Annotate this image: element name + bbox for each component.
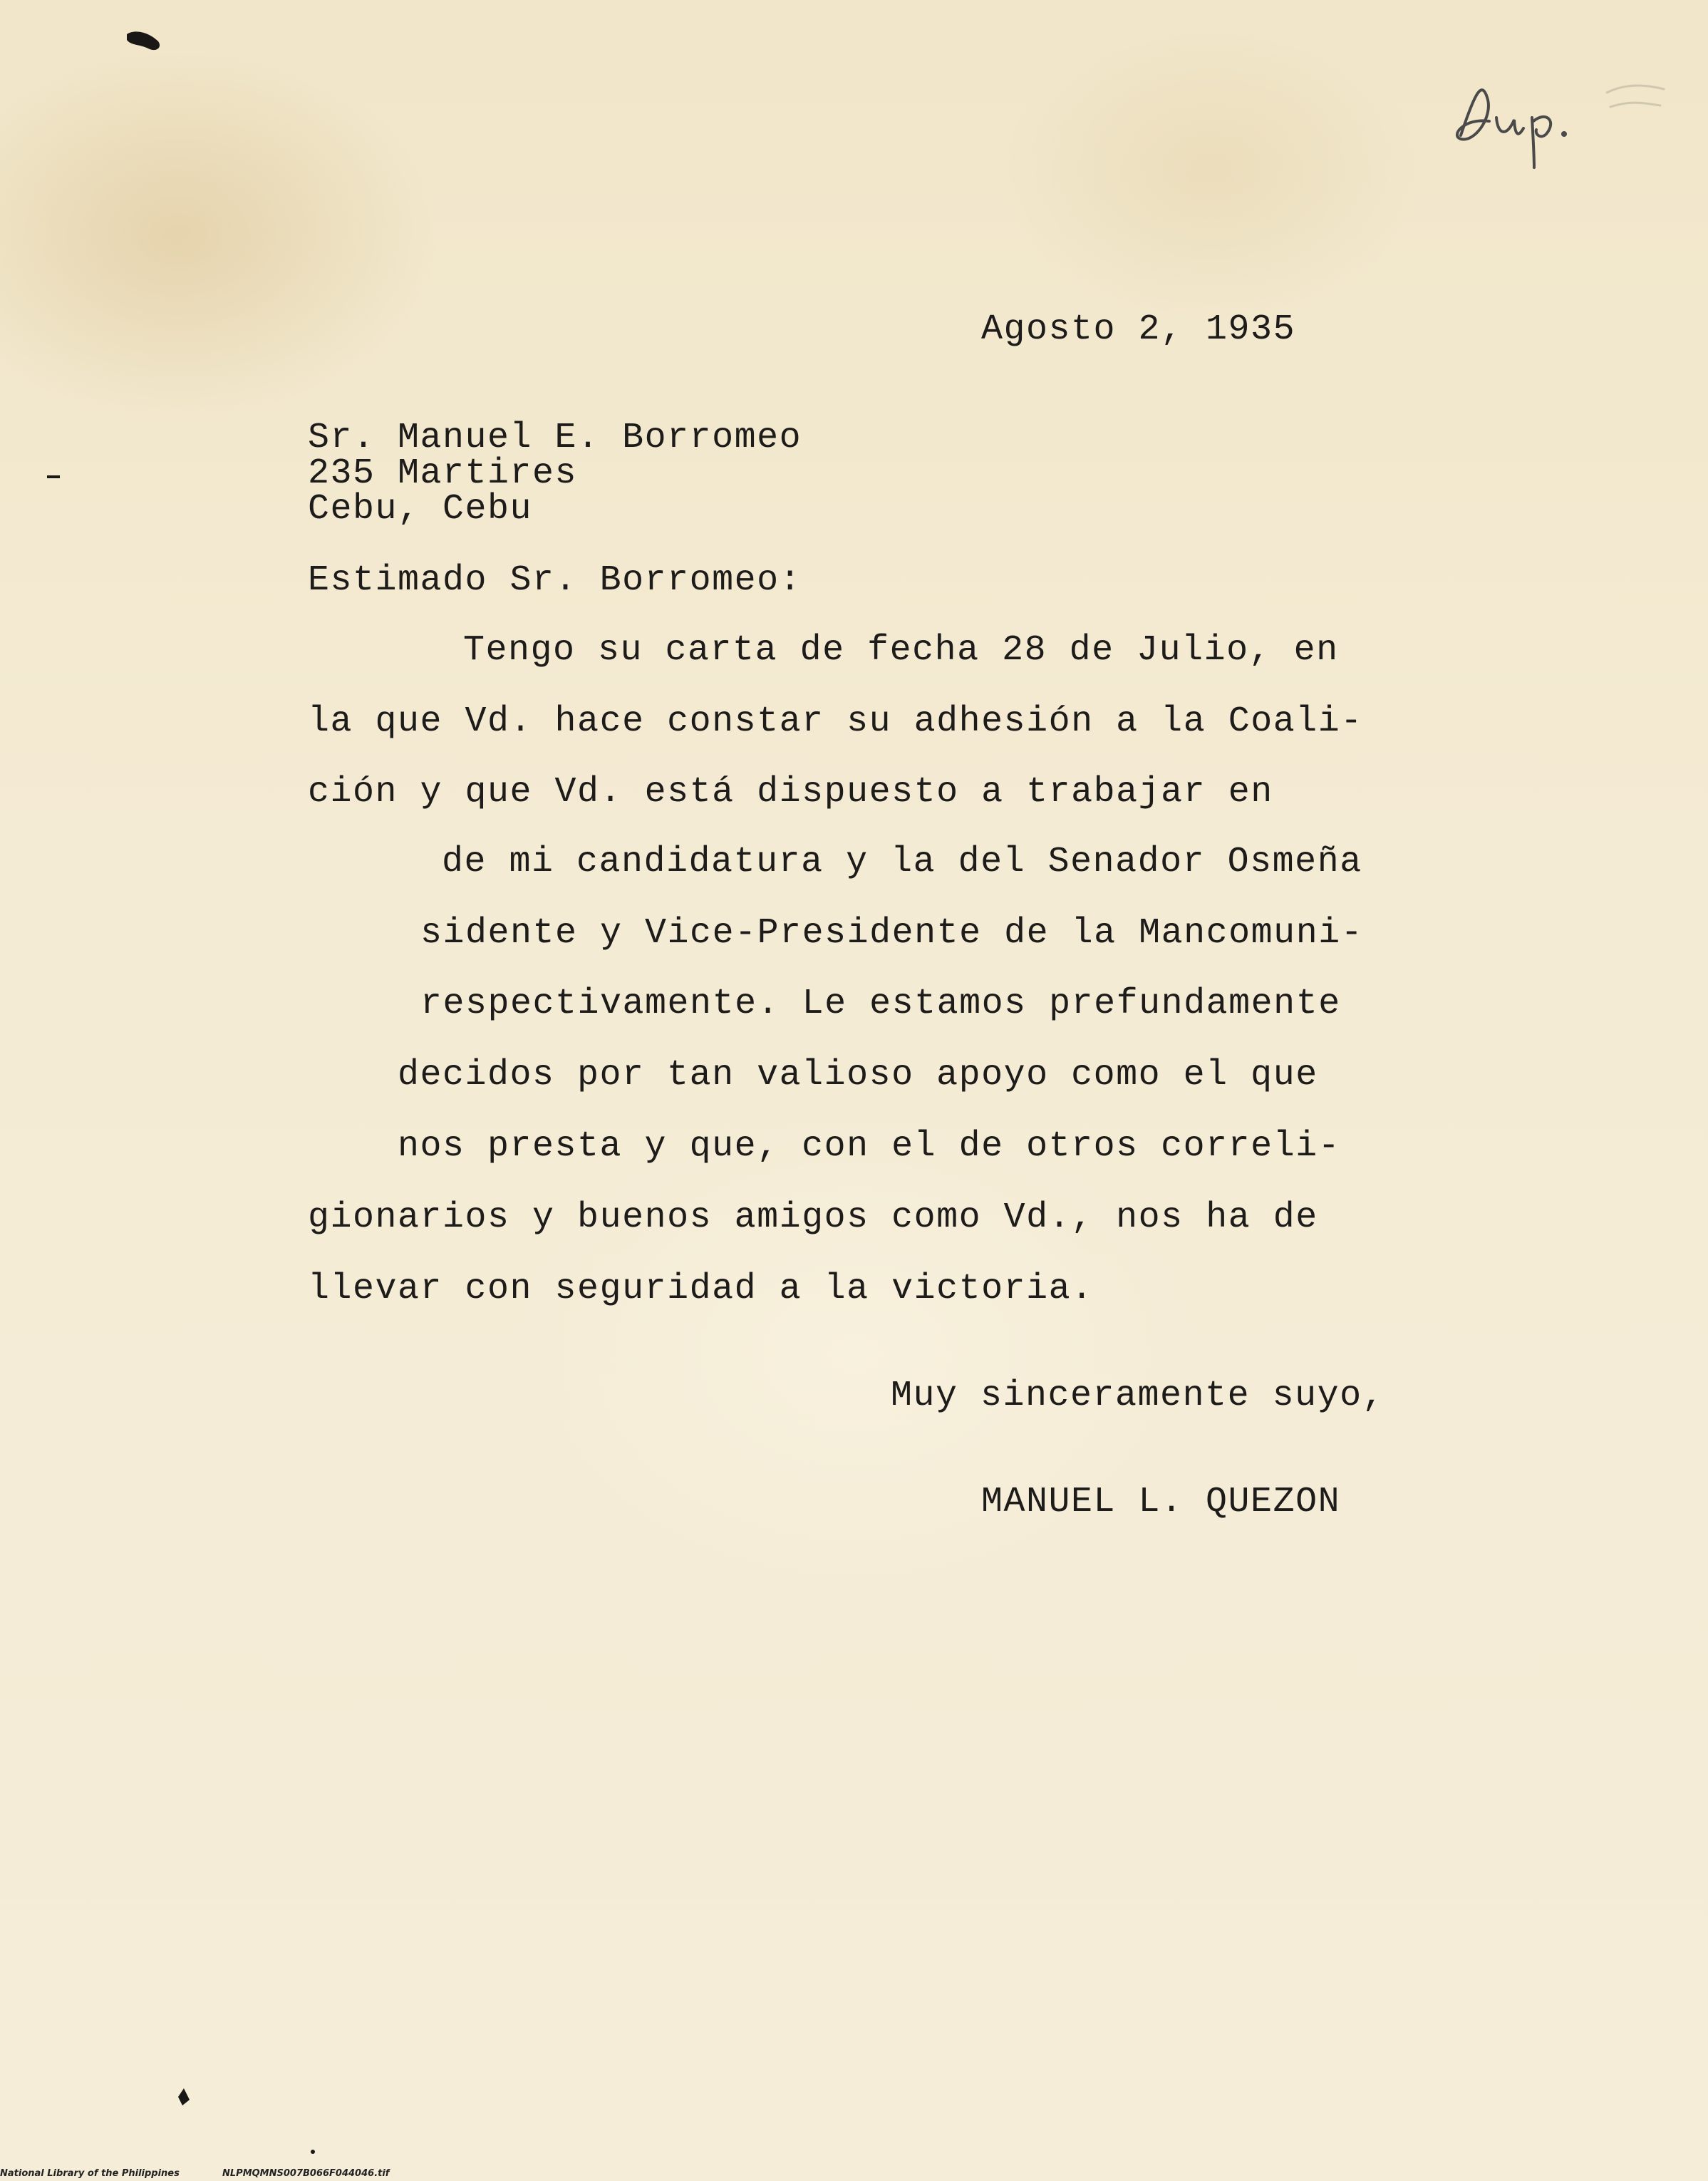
recipient-street: 235 Martires xyxy=(308,453,578,494)
body-line: sidente y Vice-Presidente de la Mancomuni- xyxy=(420,913,1364,954)
body-line: Tengo su carta de fecha 28 de Julio, en xyxy=(463,630,1339,671)
body-line: respectivamente. Le estamos prefundamente xyxy=(420,984,1341,1024)
letter-date: Agosto 2, 1935 xyxy=(981,309,1296,350)
ink-speck xyxy=(175,2087,192,2107)
body-line: de mi candidatura y la del Senador Osmeña xyxy=(442,842,1362,882)
body-line: gionarios y buenos amigos como Vd., nos ha de xyxy=(308,1197,1318,1238)
body-line: llevar con seguridad a la victoria. xyxy=(308,1269,1094,1309)
handwritten-annotation xyxy=(1432,50,1667,171)
salutation: Estimado Sr. Borromeo: xyxy=(308,560,802,601)
ink-speck xyxy=(47,475,60,478)
body-line: la que Vd. hace constar su adhesión a la Coali- xyxy=(308,701,1363,742)
closing: Muy sinceramente suyo, xyxy=(891,1376,1385,1416)
library-credit: National Library of the Philippines xyxy=(0,2168,180,2179)
signatory-name: MANUEL L. QUEZON xyxy=(981,1482,1341,1522)
body-line: decidos por tan valioso apoyo como el que xyxy=(398,1055,1318,1095)
recipient-name: Sr. Manuel E. Borromeo xyxy=(308,418,802,458)
recipient-city: Cebu, Cebu xyxy=(308,489,533,530)
body-line: ción y que Vd. está dispuesto a trabajar en xyxy=(308,772,1273,813)
ink-blot xyxy=(121,27,171,63)
body-line: nos presta y que, con el de otros correli- xyxy=(398,1126,1341,1167)
file-identifier: NLPMQMNS007B066F044046.tif xyxy=(222,2168,390,2179)
ink-speck xyxy=(311,2150,315,2154)
